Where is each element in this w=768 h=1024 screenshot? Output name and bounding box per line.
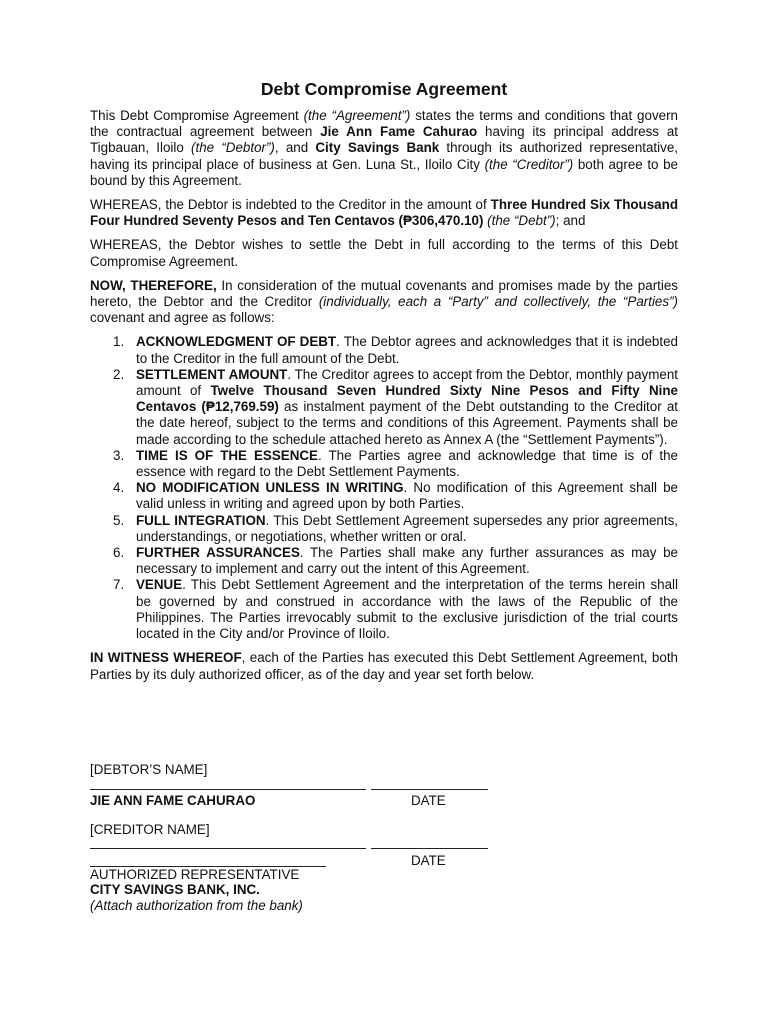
debtor-signature-line (90, 789, 366, 790)
intro-paragraph (90, 108, 678, 189)
debtor-date-line (371, 789, 488, 790)
intro-agreement-def: (the “Agreement”) (303, 108, 411, 123)
clause-heading: ACKNOWLEDGMENT OF DEBT (136, 334, 337, 350)
clause-number: 5. (113, 512, 125, 528)
clause-number: 4. (113, 480, 125, 496)
whereas-settle-paragraph: WHEREAS, the Debtor wishes to settle the Debt in full according to the terms of this Debt Compromise Agreement. (90, 237, 678, 269)
witness-paragraph (90, 650, 678, 682)
clause-number: 6. (113, 545, 125, 561)
clause-item (90, 367, 678, 448)
debtor-printed-name: JIE ANN FAME CAHURAO (90, 793, 256, 808)
clause-heading: TIME IS OF THE ESSENCE (136, 447, 318, 463)
clause-number: 7. (113, 577, 125, 593)
clause-heading: VENUE (136, 577, 183, 593)
whereas-text: ; and (555, 213, 586, 229)
debtor-date-label: DATE (411, 793, 446, 808)
clause-item (90, 448, 678, 480)
intro-text: states the terms and conditions that govern the contractual agreement between (90, 108, 678, 140)
therefore-paragraph (90, 278, 678, 327)
document-body (90, 78, 678, 691)
debt-def: (the “Debt”) (487, 213, 556, 229)
clause-text: . No modification of this Agreement shall be valid unless in writing and agreed upon by both Parties. (136, 480, 678, 512)
clause-number: 3. (113, 447, 125, 463)
clause-heading: FULL INTEGRATION (136, 512, 266, 528)
creditor-date-label: DATE (411, 853, 446, 868)
clause-item (90, 545, 678, 577)
representative-title: AUTHORIZED REPRESENTATIVE (90, 867, 300, 882)
clause-text: . This Debt Settlement Agreement supersedes any prior agreements, understandings, or negotiations, whether written or oral. (136, 512, 679, 544)
intro-text: through its authorized representative, having its principal place of business at Gen. Luna St., Iloilo City (90, 140, 678, 172)
whereas-text: WHEREAS, the Debtor is indebted to the Creditor in the amount of (90, 197, 491, 213)
clause-heading: FURTHER ASSURANCES (136, 545, 300, 561)
therefore-text: covenant and agree as follows: (90, 310, 275, 326)
creditor-name-placeholder: [CREDITOR NAME] (90, 822, 210, 837)
clause-number: 2. (113, 366, 125, 382)
intro-text: , and (274, 140, 316, 156)
intro-text: both agree to be bound by this Agreement. (90, 156, 678, 188)
debtor-name-inline: Jie Ann Fame Cahurao (320, 124, 478, 140)
creditor-date-line (371, 848, 488, 849)
bank-name: CITY SAVINGS BANK, INC. (90, 882, 260, 897)
creditor-name-inline: City Savings Bank (315, 140, 440, 156)
clause-text: . The Creditor agrees to accept from the Debtor, monthly payment amount of (136, 366, 678, 399)
debt-amount: Three Hundred Six Thousand Four Hundred Seventy Pesos and Ten Centavos (₱306,470.10) (90, 197, 678, 229)
intro-text: having its principal address at Tigbauan, Iloilo (90, 124, 678, 156)
whereas-debt-paragraph (90, 197, 678, 229)
installment-amount: Twelve Thousand Seven Hundred Sixty Nine Pesos and Fifty Nine Centavos (₱12,769.59) (136, 383, 678, 415)
parties-def: (individually, each a “Party” and collectively, the “Parties”) (318, 294, 678, 310)
attach-note: (Attach authorization from the bank) (90, 898, 303, 913)
witness-text: , each of the Parties has executed this Debt Settlement Agreement, both Parties by its duly authorized officer, as of the day and year set forth below. (90, 650, 678, 682)
intro-creditor-def: (the “Creditor”) (484, 156, 574, 172)
clause-text: . This Debt Settlement Agreement and the interpretation of the terms herein shall be governed by and construed in accordance with the laws of the Republic of the Philippines. The Parties irrevocably submit to the exclusive jurisdiction of the trial courts located in the City and/or Province of Iloilo. (136, 577, 678, 642)
intro-text: This Debt Compromise Agreement (90, 108, 304, 123)
document-title: Debt Compromise Agreement (260, 79, 508, 99)
therefore-heading: NOW, THEREFORE, (90, 277, 217, 293)
clause-heading: SETTLEMENT AMOUNT (136, 366, 288, 382)
clause-item (90, 577, 678, 642)
clause-item (90, 480, 678, 512)
clause-text: as instalment payment of the Debt outstanding to the Creditor at the date hereof, subject to the terms and conditions of this Agreement. Payments shall be made according to the schedule attached hereto as Annex A (the “Settlement Payments”). (136, 399, 678, 447)
clause-heading: NO MODIFICATION UNLESS IN WRITING (136, 480, 404, 496)
clause-text: . The Parties shall make any further assurances as may be necessary to implement and carry out the intent of this Agreement. (136, 545, 678, 577)
witness-heading: IN WITNESS WHEREOF (90, 650, 242, 666)
intro-debtor-def: (the “Debtor”) (191, 140, 275, 156)
creditor-signature-line (90, 848, 366, 849)
clause-item (90, 334, 678, 366)
therefore-text: In consideration of the mutual covenants and promises made by the parties hereto, the Debtor and the Creditor (90, 277, 678, 310)
debtor-name-placeholder: [DEBTOR’S NAME] (90, 762, 208, 777)
clause-item (90, 513, 678, 545)
clause-number: 1. (113, 334, 125, 350)
clause-list (90, 334, 678, 642)
clause-text: . The Parties agree and acknowledge that time is of the essence with regard to the Debt Settlement Payments. (136, 447, 678, 480)
clause-text: . The Debtor agrees and acknowledges that it is indebted to the Creditor in the full amount of the Debt. (136, 334, 678, 366)
